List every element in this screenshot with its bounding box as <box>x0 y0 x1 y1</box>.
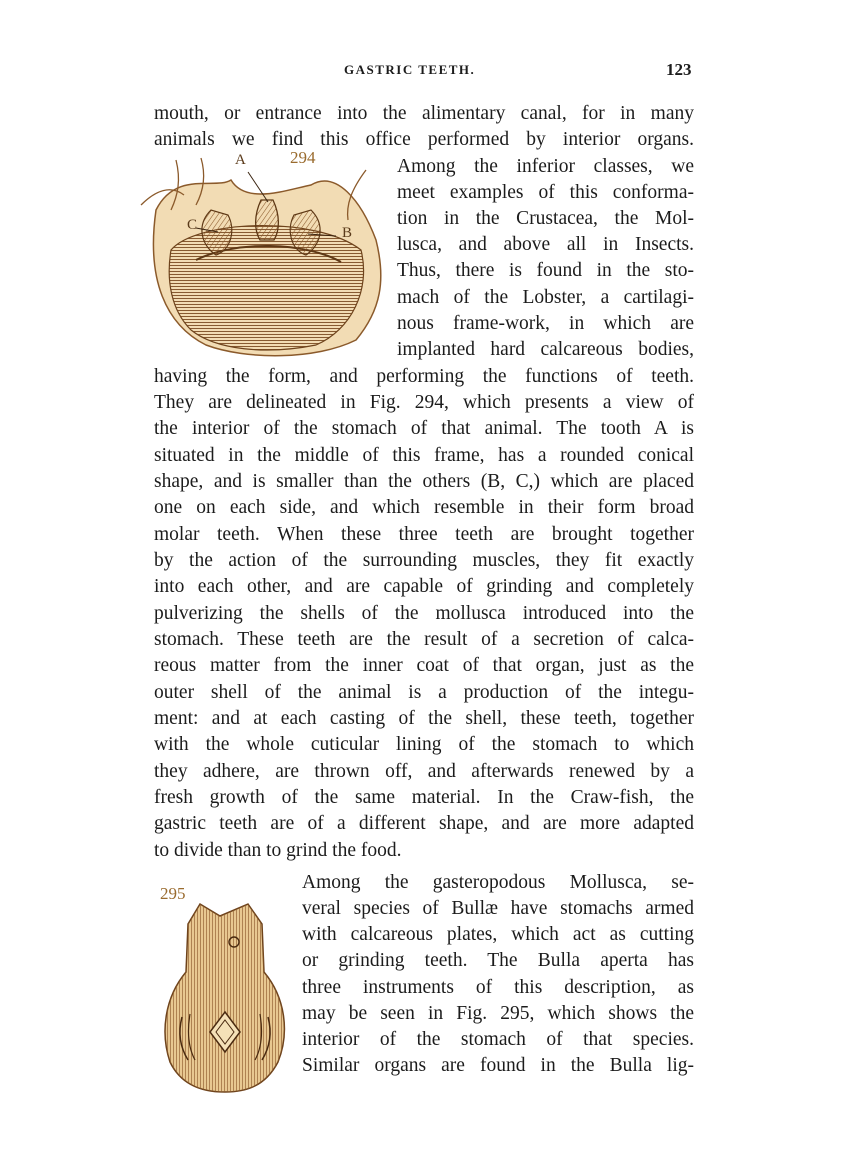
text-line: outer shell of the animal is a production of the integu- <box>154 682 694 703</box>
text-line: nous frame-work, in which are <box>397 313 694 334</box>
text-line: mouth, or entrance into the alimentary canal, for in many <box>154 103 694 124</box>
text-line: tion in the Crustacea, the Mol- <box>397 208 694 229</box>
text-line: Among the gasteropodous Mollusca, se- <box>302 872 694 893</box>
figure-294 <box>136 150 390 365</box>
text-line: interior of the stomach of that species. <box>302 1029 694 1050</box>
text-line: animals we find this office performed by interior organs. <box>154 129 694 150</box>
text-line: veral species of Bullæ have stomachs armed <box>302 898 694 919</box>
text-line: one on each side, and which resemble in their form broad <box>154 497 694 518</box>
text-line: three instruments of this description, as <box>302 977 694 998</box>
text-line: ment: and at each casting of the shell, these teeth, together <box>154 708 694 729</box>
text-line: situated in the middle of this frame, has a rounded conical <box>154 445 694 466</box>
text-line: shape, and is smaller than the others (B, C,) which are placed <box>154 471 694 492</box>
text-line: they adhere, are thrown off, and afterwards renewed by a <box>154 761 694 782</box>
text-line: by the action of the surrounding muscles, they fit exactly <box>154 550 694 571</box>
text-line: the interior of the stomach of that animal. The tooth A is <box>154 418 694 439</box>
figure-294-number: 294 <box>290 148 316 167</box>
text-line: Among the inferior classes, we <box>397 156 694 177</box>
text-line: Thus, there is found in the sto- <box>397 260 694 281</box>
figure-295-number: 295 <box>160 884 186 903</box>
text-line: pulverizing the shells of the mollusca introduced into the <box>154 603 694 624</box>
figure-295 <box>160 884 290 1094</box>
lobster-stomach-engraving <box>136 150 390 365</box>
text-line: molar teeth. When these three teeth are brought together <box>154 524 694 545</box>
text-line: to divide than to grind the food. <box>154 840 402 861</box>
figure-294-label-b: B <box>342 225 353 241</box>
text-line: gastric teeth are of a different shape, and are more adapted <box>154 813 694 834</box>
text-line: into each other, and are capable of grinding and completely <box>154 576 694 597</box>
figure-294-label-a: A <box>235 152 246 168</box>
text-line: Similar organs are found in the Bulla lig- <box>302 1055 694 1076</box>
text-line: fresh growth of the same material. In the Craw-fish, the <box>154 787 694 808</box>
text-line: implanted hard calcareous bodies, <box>397 339 694 360</box>
bulla-stomach-plate-engraving <box>160 902 290 1112</box>
text-line: with the whole cuticular lining of the stomach to which <box>154 734 694 755</box>
text-line: stomach. These teeth are the result of a secretion of calca- <box>154 629 694 650</box>
text-line: meet examples of this conforma- <box>397 182 694 203</box>
text-line: They are delineated in Fig. 294, which presents a view of <box>154 392 694 413</box>
text-line: or grinding teeth. The Bulla aperta has <box>302 950 694 971</box>
text-line: may be seen in Fig. 295, which shows the <box>302 1003 694 1024</box>
figure-294-label-c: C <box>187 217 198 233</box>
text-line: lusca, and above all in Insects. <box>397 234 694 255</box>
running-head: GASTRIC TEETH. <box>344 62 476 77</box>
page-number: 123 <box>666 60 692 79</box>
text-line: having the form, and performing the functions of teeth. <box>154 366 694 387</box>
text-line: reous matter from the inner coat of that organ, just as the <box>154 655 694 676</box>
text-line: with calcareous plates, which act as cutting <box>302 924 694 945</box>
text-line: mach of the Lobster, a cartilagi- <box>397 287 694 308</box>
